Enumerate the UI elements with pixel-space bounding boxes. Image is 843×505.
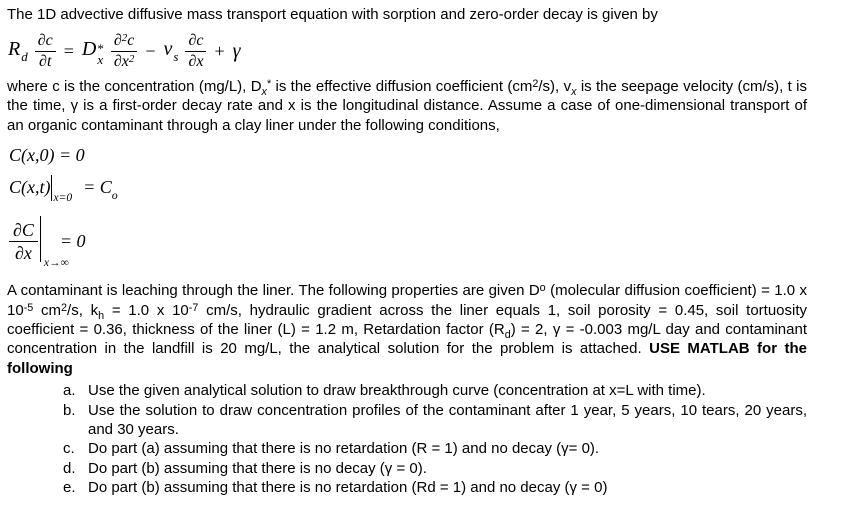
task-marker: d. bbox=[63, 459, 76, 477]
task-item-e bbox=[63, 478, 807, 497]
transport-equation bbox=[8, 29, 807, 73]
equals-sign: = bbox=[63, 40, 74, 61]
task-marker: a. bbox=[63, 382, 76, 400]
equals-sign: = bbox=[83, 177, 96, 198]
evaluation-bar bbox=[40, 215, 69, 270]
evaluation-subscript: x→∞ bbox=[43, 257, 69, 270]
equals-zero: = 0 bbox=[59, 230, 86, 251]
plus-sign: + bbox=[214, 40, 225, 61]
problem-intro-text: The 1D advective diffusive mass transport equation with sorption and zero-order decay is given by bbox=[7, 6, 658, 23]
task-text: Use the given analytical solution to draw breakthrough curve (concentration at x=L with time). bbox=[88, 382, 706, 400]
task-text: Do part (a) assuming that there is no retardation (R = 1) and no decay (γ= 0). bbox=[88, 440, 600, 458]
given-properties-paragraph: A contaminant is leaching through the liner. The following properties are given $D^o$ (molecular diffusion coefficient) = 1.0 x $10^{-5}$ $cm^2/s$, $k_h = 1.0$ x $10^{-7}$ cm/s, hydraulic gradient across the liner equals 1, soil porosity = 0.45, soil tortuosity coefficient = 0.36, thickness of the liner (L) = 1.2 m, Retardation factor $(R_d) = 2$, γ = -0.003 mg/L day and contaminant concentration in the landfill is 20 mg/L, the analytical solution for the problem is attached. USE MATLAB for the following bbox=[7, 282, 808, 377]
second-derivative-fraction: $\frac{\partial^2c}{\partial x^2}$ bbox=[111, 32, 138, 71]
source-concentration: $C_o$ bbox=[99, 177, 118, 203]
task-item-a bbox=[63, 381, 807, 400]
task-text: Do part (b) assuming that there is no retardation (Rd = 1) and no decay (γ = 0) bbox=[88, 479, 608, 497]
diffusion-coefficient-term: D * x bbox=[81, 37, 104, 67]
seepage-velocity-term: vs bbox=[163, 37, 179, 64]
advective-derivative-fraction: $\frac{\partial c}{\partial x}$ bbox=[185, 32, 206, 71]
time-derivative-fraction: $\frac{\partial c}{\partial t}$ bbox=[35, 32, 56, 71]
task-marker: c. bbox=[63, 440, 75, 458]
concentration-function: C(x,t) bbox=[9, 177, 51, 198]
task-marker: e. bbox=[63, 479, 76, 497]
task-list bbox=[63, 381, 807, 497]
task-item-c bbox=[63, 439, 807, 458]
gradient-fraction: $\frac{\partial C}{\partial x}$ bbox=[9, 220, 38, 263]
task-item-b bbox=[63, 401, 807, 440]
retardation-term: Rd bbox=[8, 37, 28, 64]
far-field-boundary-condition-equation bbox=[9, 213, 807, 269]
task-marker: b. bbox=[63, 401, 76, 419]
minus-sign: − bbox=[145, 40, 156, 61]
gamma-decay-term: γ bbox=[232, 39, 241, 62]
task-text: Use the solution to draw concentration profiles of the contaminant after 1 year, 5 years, 10 tears, 20 years, and 30 years. bbox=[88, 401, 807, 439]
initial-condition-equation: C(x,0) = 0 bbox=[9, 145, 85, 166]
inlet-boundary-condition-equation bbox=[9, 175, 807, 205]
task-text: Do part (b) assuming that there is no decay (γ = 0). bbox=[88, 459, 427, 477]
evaluation-subscript: x=0 bbox=[53, 192, 73, 205]
task-item-d bbox=[63, 459, 807, 478]
variable-definitions-paragraph: where c is the concentration (mg/L), $D_x^*$ is the effective diffusion coefficient $(cm^2/s)$, $v_x$ is the seepage velocity (cm/s), t is the time, γ is a first-order decay rate and x is the longitudinal distance. Assume a case of one-dimensional transport of an organic contaminant through a clay liner under the following conditions, bbox=[7, 78, 808, 134]
